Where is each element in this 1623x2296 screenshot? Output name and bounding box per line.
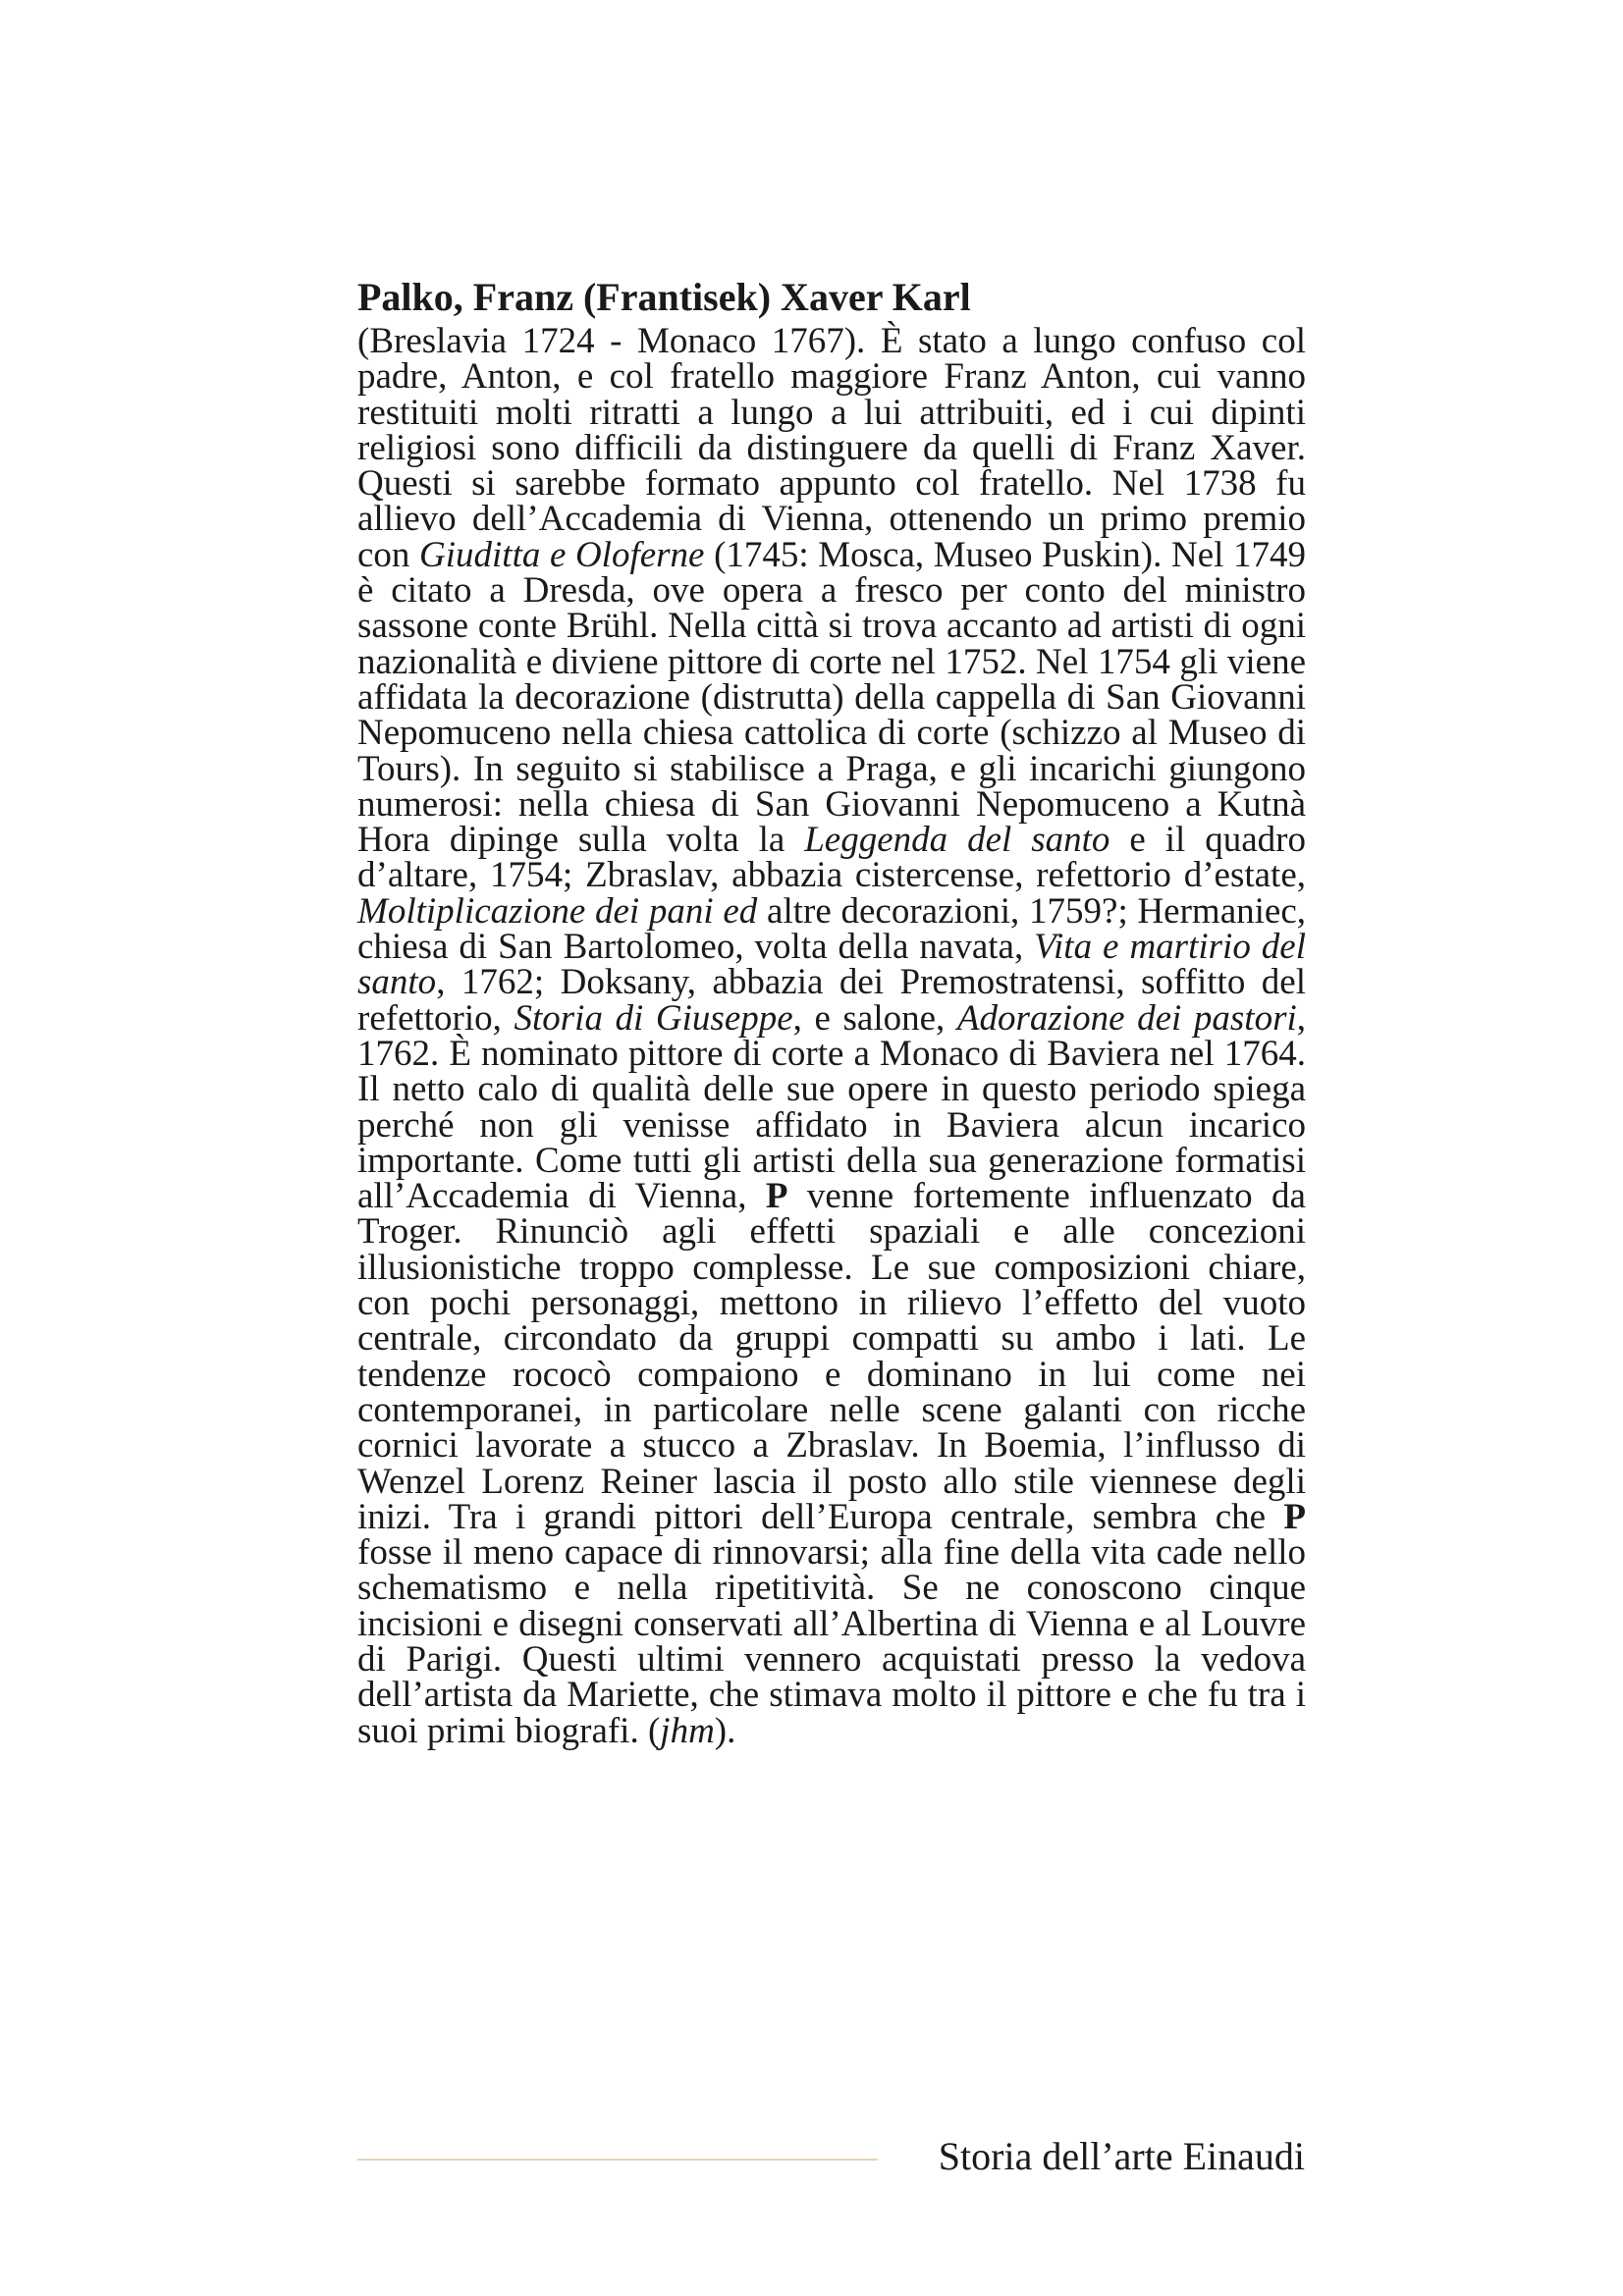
entry-text: e il quadro d’altare, 1754; Zbraslav, abbazia cistercense, refettorio d’estate, <box>357 820 1306 896</box>
entry-text: venne fortemente influenzato da Troger. Rinunciò agli effetti spaziali e alle concezioni illusionistiche troppo complesse. Le sue composizioni chiare, con pochi personaggi, mettono in rilievo l’effetto del vuoto centrale, circondato da gruppi compatti su ambo i lati. Le tendenze rococò compaiono e dominano in lui come nei contemporanei, in particolare nelle scene galanti con ricche cornici lavorate a stucco a Zbraslav. In Boemia, l’influsso di Wenzel Lorenz Reiner lascia il posto allo stile viennese degli inizi. Tra i grandi pittori dell’Europa centrale, sembra che <box>357 1176 1306 1537</box>
author-initials: jhm <box>660 1710 715 1751</box>
entry-body <box>357 321 1307 1751</box>
entry-title: Palko, Franz (Frantisek) Xaver Karl <box>357 275 971 319</box>
entry-text: ). <box>714 1710 736 1751</box>
artwork-title: Vita e martirio del santo <box>357 927 1306 1003</box>
entry-text: fosse il meno capace di rinnovarsi; alla fine della vita cade nello schematismo e nella ripetitività. Se ne conoscono cinque incisioni e disegni conservati all’Albertina di Vienna e al Louvre di Parigi. Questi ultimi vennero acquistati presso la vedova dell’artista da Mariette, che stimava molto il pittore e che fu tra i suoi primi biografi. ( <box>357 1532 1306 1751</box>
entry-text: , e salone, <box>792 997 957 1039</box>
entry-text: altre decorazioni, 1759?; Hermaniec, chiesa di San Bartolomeo, volta della navata, <box>357 890 1306 968</box>
artwork-title: Giuditta e Oloferne <box>419 534 705 575</box>
artwork-title: Adorazione dei pastori <box>956 997 1297 1039</box>
footer-rule <box>357 2159 878 2161</box>
encyclopedia-entry <box>357 273 1306 1749</box>
entry-text: , 1762; Doksany, abbazia dei Premostratensi, soffitto del refettorio, <box>357 962 1306 1039</box>
artist-abbreviation: P <box>765 1176 788 1217</box>
artwork-title: Moltiplicazione dei pani ed <box>357 890 758 932</box>
entry-text: (Breslavia 1724 - Monaco 1767). È stato a lungo confuso col padre, Anton, e col fratello maggiore Franz Anton, cui vanno restituiti molti ritratti a lungo a lui attribuiti, ed i cui dipinti religiosi sono difficili da distinguere da quelli di Franz Xaver. Questi si sarebbe formato appunto col fratello. Nel 1738 fu allievo dell’Accademia di Vienna, ottenendo un primo premio con <box>357 321 1306 575</box>
artwork-title: Leggenda del santo <box>804 820 1110 861</box>
entry-text: , 1762. È nominato pittore di corte a Monaco di Baviera nel 1764. Il netto calo di qualità delle sue opere in questo periodo spiega perché non gli venisse affidato in Baviera alcun incarico importante. Come tutti gli artisti della sua generazione formatisi all’Accademia di Vienna, <box>357 997 1307 1217</box>
artwork-title: Storia di Giuseppe <box>514 997 793 1039</box>
footer-publisher-label: Storia dell’arte Einaudi <box>938 2134 1305 2178</box>
artist-abbreviation: P <box>1283 1496 1306 1537</box>
entry-text: (1745: Mosca, Museo Puskin). Nel 1749 è citato a Dresda, ove opera a fresco per conto del ministro sassone conte Brühl. Nella città si trova accanto ad artisti di ogni nazionalità e diviene pittore di corte nel 1752. Nel 1754 gli viene affidata la decorazione (distrutta) della cappella di San Giovanni Nepomuceno nella chiesa cattolica di corte (schizzo al Museo di Tours). In seguito si stabilisce a Praga, e gli incarichi giungono numerosi: nella chiesa di San Giovanni Nepomuceno a Kutnà Hora dipinge sulla volta la <box>357 534 1306 861</box>
